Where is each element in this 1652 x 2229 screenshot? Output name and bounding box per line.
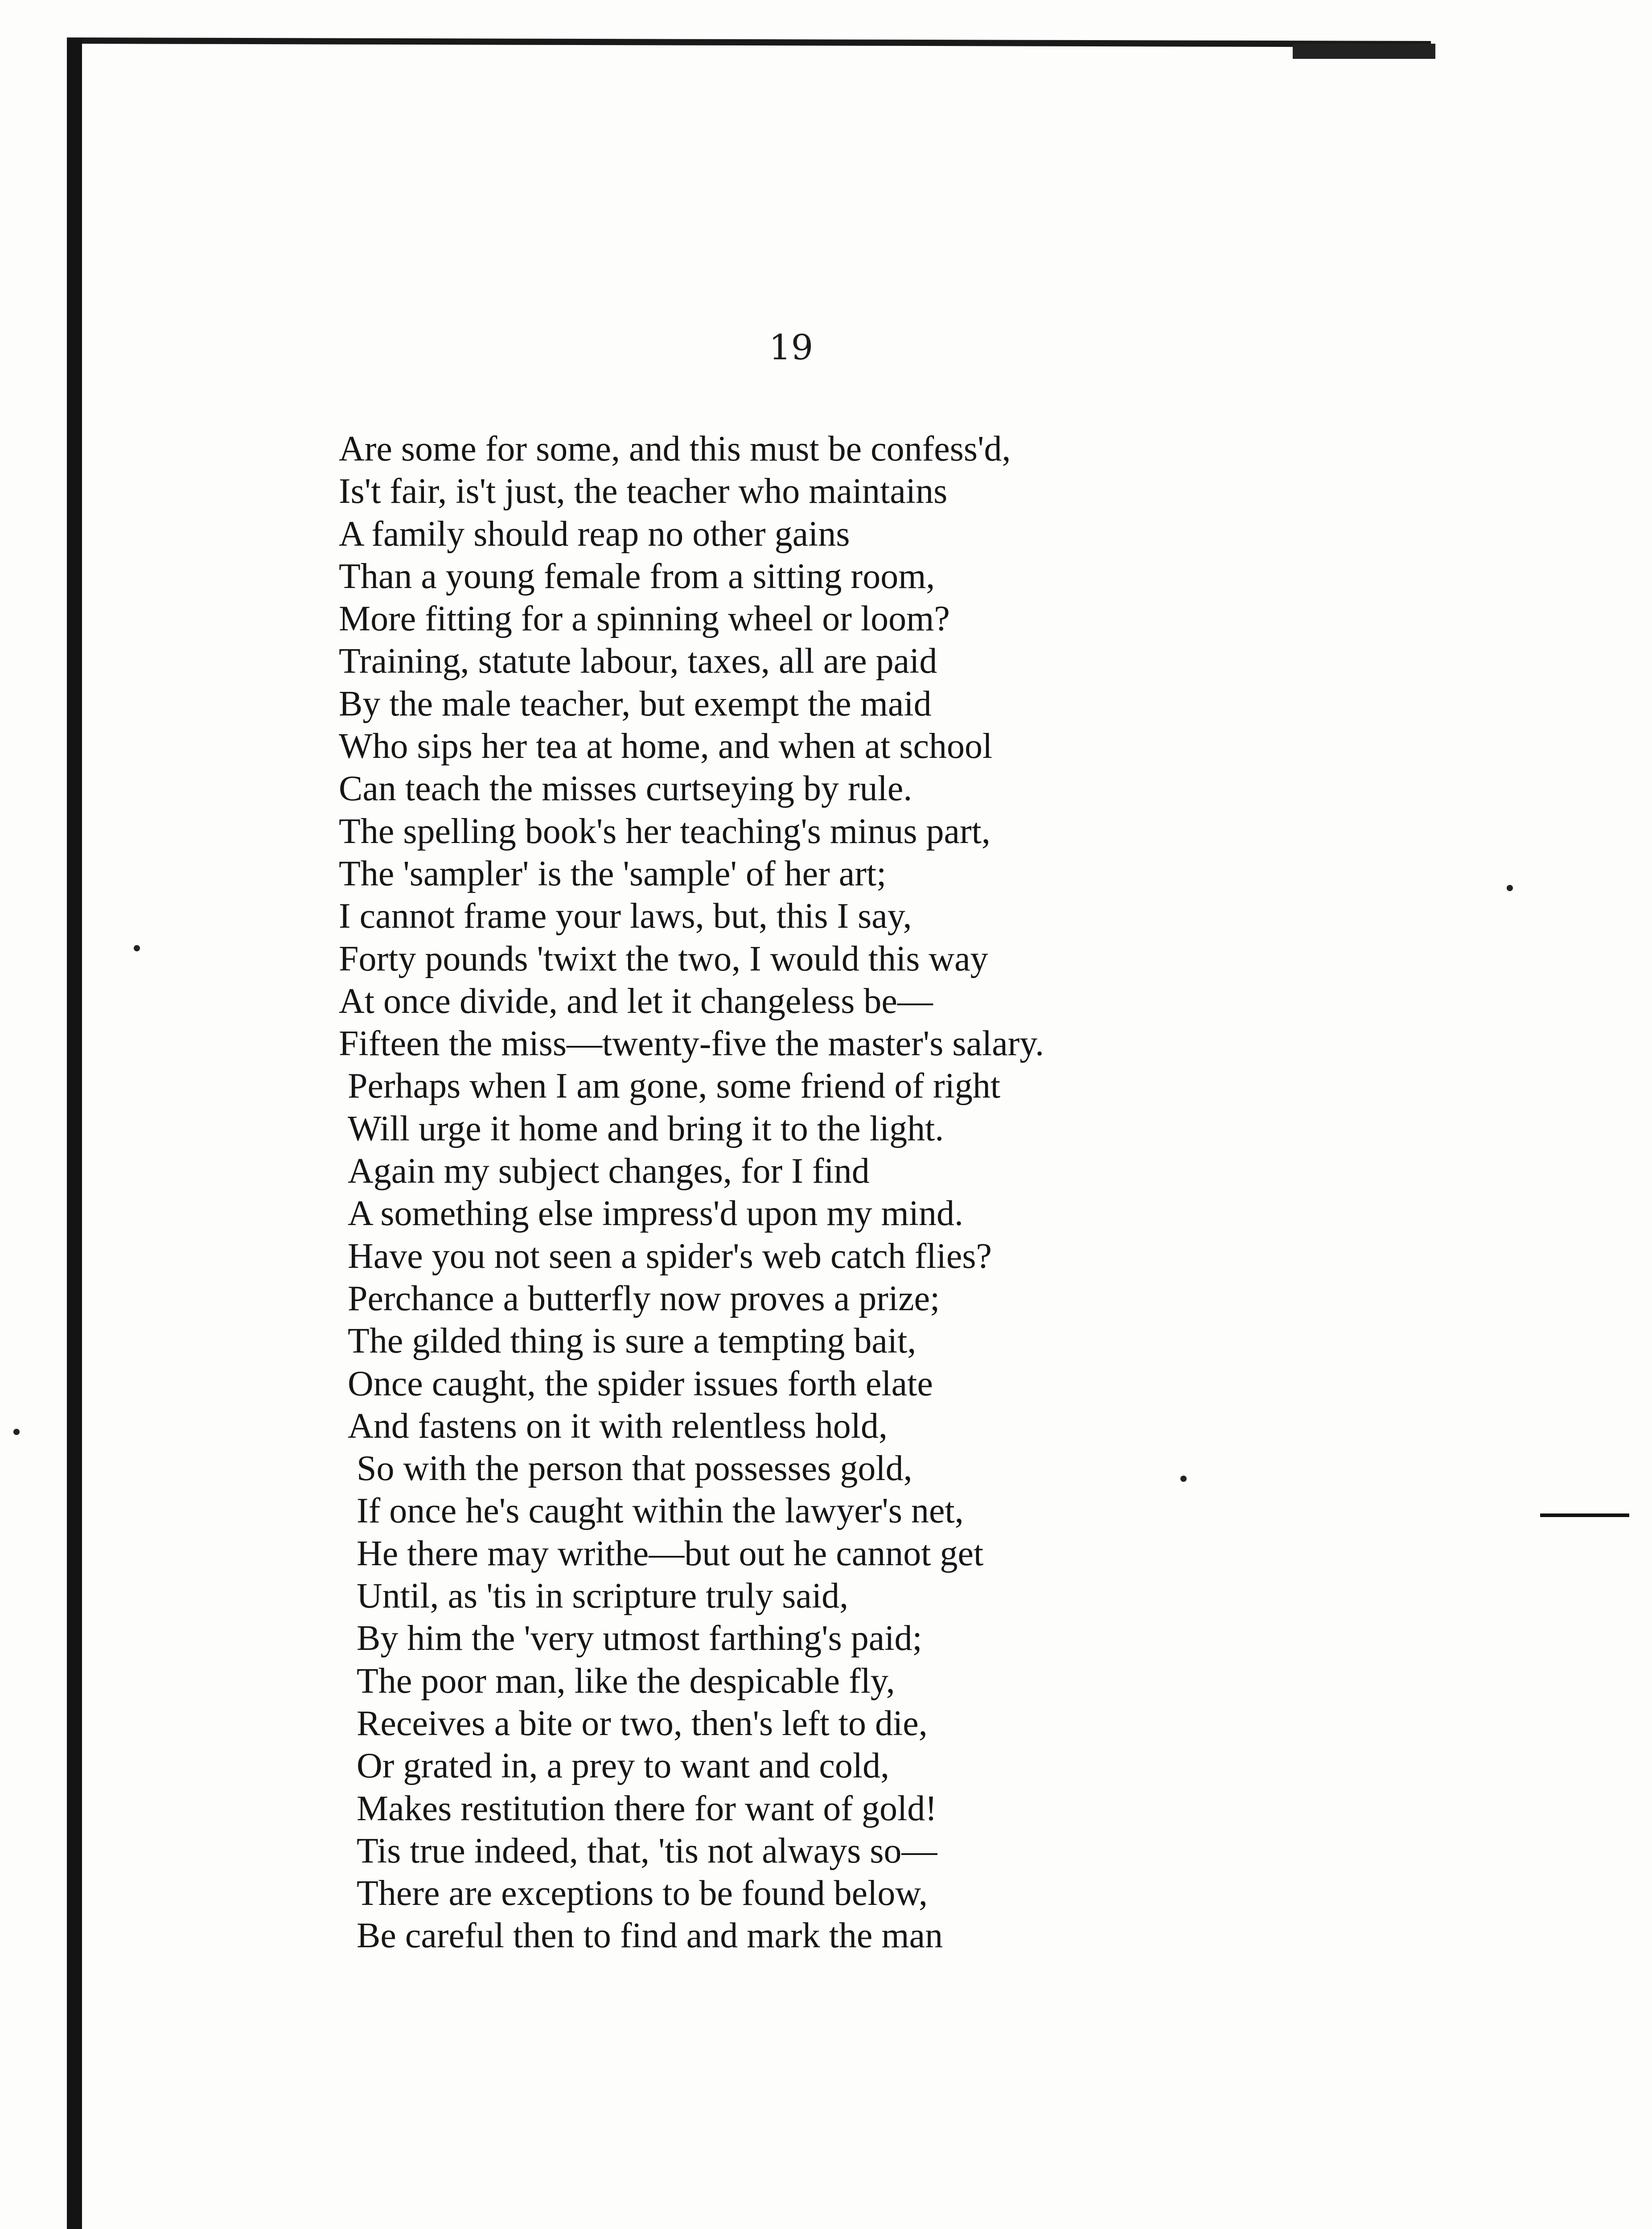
poem-line: By the male teacher, but exempt the maid — [339, 684, 932, 724]
poem-line: Perchance a butterfly now proves a prize; — [348, 1279, 940, 1318]
top-right-ink-smudge — [1293, 44, 1435, 59]
poem-line: Who sips her tea at home, and when at school — [339, 727, 993, 766]
poem-line: More fitting for a spinning wheel or loom? — [339, 599, 950, 639]
poem-line: A something else impress'd upon my mind. — [348, 1194, 964, 1234]
poem-line: By him the 'very utmost farthing's paid; — [357, 1619, 922, 1658]
left-border-rule — [67, 39, 82, 2229]
poem-line: He there may writhe—but out he cannot get — [357, 1534, 984, 1573]
poem-line: Are some for some, and this must be confess'd, — [339, 429, 1011, 469]
poem-line: Fifteen the miss—twenty-five the master's salary. — [339, 1024, 1044, 1064]
poem-line: At once divide, and let it changeless be— — [339, 981, 933, 1021]
poem-line: Makes restitution there for want of gold! — [357, 1789, 937, 1828]
poem-line: The poor man, like the despicable fly, — [357, 1661, 895, 1701]
poem-line: And fastens on it with relentless hold, — [348, 1406, 888, 1446]
poem-line: Have you not seen a spider's web catch flies? — [348, 1236, 992, 1276]
top-border-rule — [67, 37, 1431, 47]
poem-line: Tis true indeed, that, 'tis not always so— — [357, 1831, 937, 1871]
poem-line: Forty pounds 'twixt the two, I would this way — [339, 939, 988, 979]
poem-line: Once caught, the spider issues forth elate — [348, 1364, 933, 1403]
poem-line: So with the person that possesses gold, — [357, 1449, 912, 1489]
poem-text — [339, 428, 1516, 1958]
poem-line: Can teach the misses curtseying by rule. — [339, 769, 912, 809]
right-margin-mark — [1540, 1513, 1629, 1517]
poem-line: The spelling book's her teaching's minus part, — [339, 811, 990, 851]
scan-speck — [134, 945, 140, 951]
poem-line: Training, statute labour, taxes, all are paid — [339, 642, 937, 681]
page-number: 19 — [769, 328, 814, 368]
poem-line: Perhaps when I am gone, some friend of right — [348, 1066, 1001, 1106]
poem-line: The 'sampler' is the 'sample' of her art; — [339, 854, 887, 893]
poem-line: Will urge it home and bring it to the light. — [348, 1109, 944, 1148]
poem-line: Is't fair, is't just, the teacher who maintains — [339, 472, 948, 511]
poem-line: If once he's caught within the lawyer's net, — [357, 1491, 964, 1531]
poem-line: There are exceptions to be found below, — [357, 1874, 928, 1913]
poem-line: A family should reap no other gains — [339, 514, 850, 554]
poem-line: Receives a bite or two, then's left to die, — [357, 1703, 928, 1743]
poem-line: I cannot frame your laws, but, this I say, — [339, 897, 912, 936]
poem-line: The gilded thing is sure a tempting bait, — [348, 1321, 916, 1361]
poem-line: Or grated in, a prey to want and cold, — [357, 1746, 890, 1786]
poem-line: Again my subject changes, for I find — [348, 1152, 870, 1191]
scan-speck — [13, 1429, 20, 1435]
poem-line: Until, as 'tis in scripture truly said, — [357, 1576, 849, 1616]
poem-line: Be careful then to find and mark the man — [357, 1916, 943, 1956]
poem-line: Than a young female from a sitting room, — [339, 556, 935, 596]
